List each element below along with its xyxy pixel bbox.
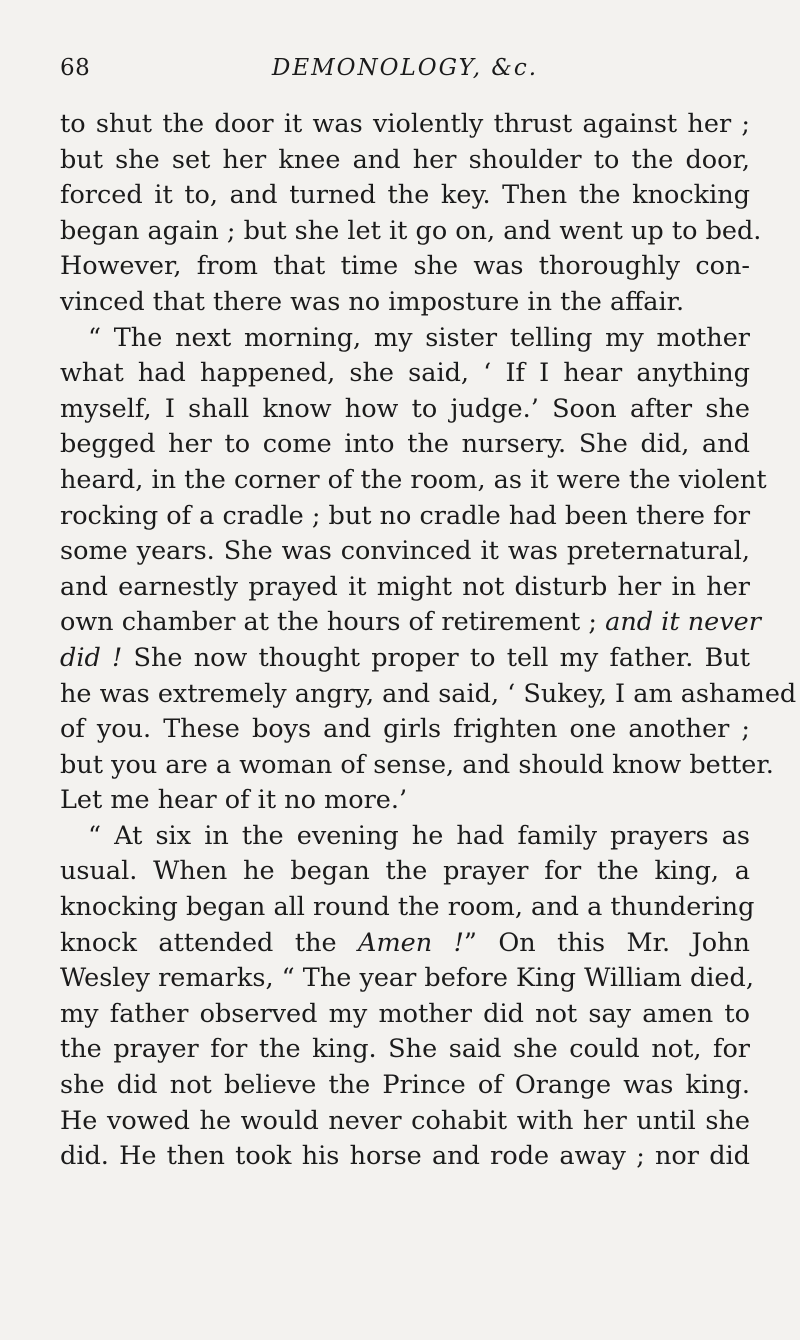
text-line: Let me hear of it no more.’: [60, 785, 408, 816]
text-line: Wesley remarks, “ The year before King William died,: [60, 963, 754, 994]
text-line: he was extremely angry, and said, ‘ Sukey, I am ashamed: [60, 678, 797, 709]
text-span: own chamber at the hours of retirement ;: [60, 607, 606, 638]
text-line: she did not believe the Prince of Orange was king.: [60, 1070, 750, 1101]
text-line: forced it to, and turned the key. Then the knocking: [60, 180, 750, 211]
text-line: knocking began all round the room, and a thundering: [60, 892, 755, 923]
text-line: vinced that there was no imposture in the affair.: [60, 286, 685, 317]
text-line: However, from that time she was thoroughly con-: [60, 251, 750, 282]
text-line: rocking of a cradle ; but no cradle had been there for: [60, 500, 751, 531]
text-line: of you. These boys and girls frighten one another ;: [60, 714, 750, 745]
text-line: what had happened, she said, ‘ If I hear anything: [60, 358, 750, 389]
text-line: begged her to come into the nursery. She did, and: [60, 429, 750, 460]
text-line: He vowed he would never cohabit with her until she: [60, 1105, 750, 1136]
italic-text: did !: [60, 642, 123, 673]
text-line: some years. She was convinced it was preternatural,: [60, 536, 750, 567]
text-line: myself, I shall know how to judge.’ Soon after she: [60, 393, 750, 424]
page-header: [60, 55, 750, 89]
text-line: did. He then took his horse and rode away ; nor did: [60, 1141, 750, 1172]
text-line: “ At six in the evening he had family prayers as: [88, 820, 750, 851]
running-head: DEMONOLOGY, &c.: [271, 55, 539, 81]
text-line: usual. When he began the prayer for the king, a: [60, 856, 750, 887]
body-text: [60, 107, 797, 1175]
text-line: heard, in the corner of the room, as it were the violent: [60, 464, 767, 495]
text-line: and earnestly prayed it might not disturb her in her: [60, 571, 750, 602]
text-span: She now thought proper to tell my father. But: [122, 642, 750, 673]
text-line: my father observed my mother did not say amen to: [60, 998, 750, 1029]
text-span: ” On this Mr. John: [463, 927, 750, 958]
italic-text: and it never: [605, 607, 761, 638]
text-line: but she set her knee and her shoulder to the door,: [60, 144, 750, 175]
text-line: the prayer for the king. She said she could not, for: [60, 1034, 750, 1065]
text-line: began again ; but she let it go on, and went up to bed.: [60, 215, 762, 246]
italic-text: Amen !: [358, 927, 464, 958]
text-line: [60, 926, 750, 962]
text-line: [60, 641, 750, 677]
text-line: “ The next morning, my sister telling my mother: [88, 322, 750, 353]
text-line: [60, 605, 761, 641]
text-line: but you are a woman of sense, and should know better.: [60, 749, 774, 780]
text-line: to shut the door it was violently thrust against her ;: [60, 109, 750, 139]
text-span: knock attended the: [60, 927, 359, 958]
page-number: 68: [60, 55, 91, 81]
